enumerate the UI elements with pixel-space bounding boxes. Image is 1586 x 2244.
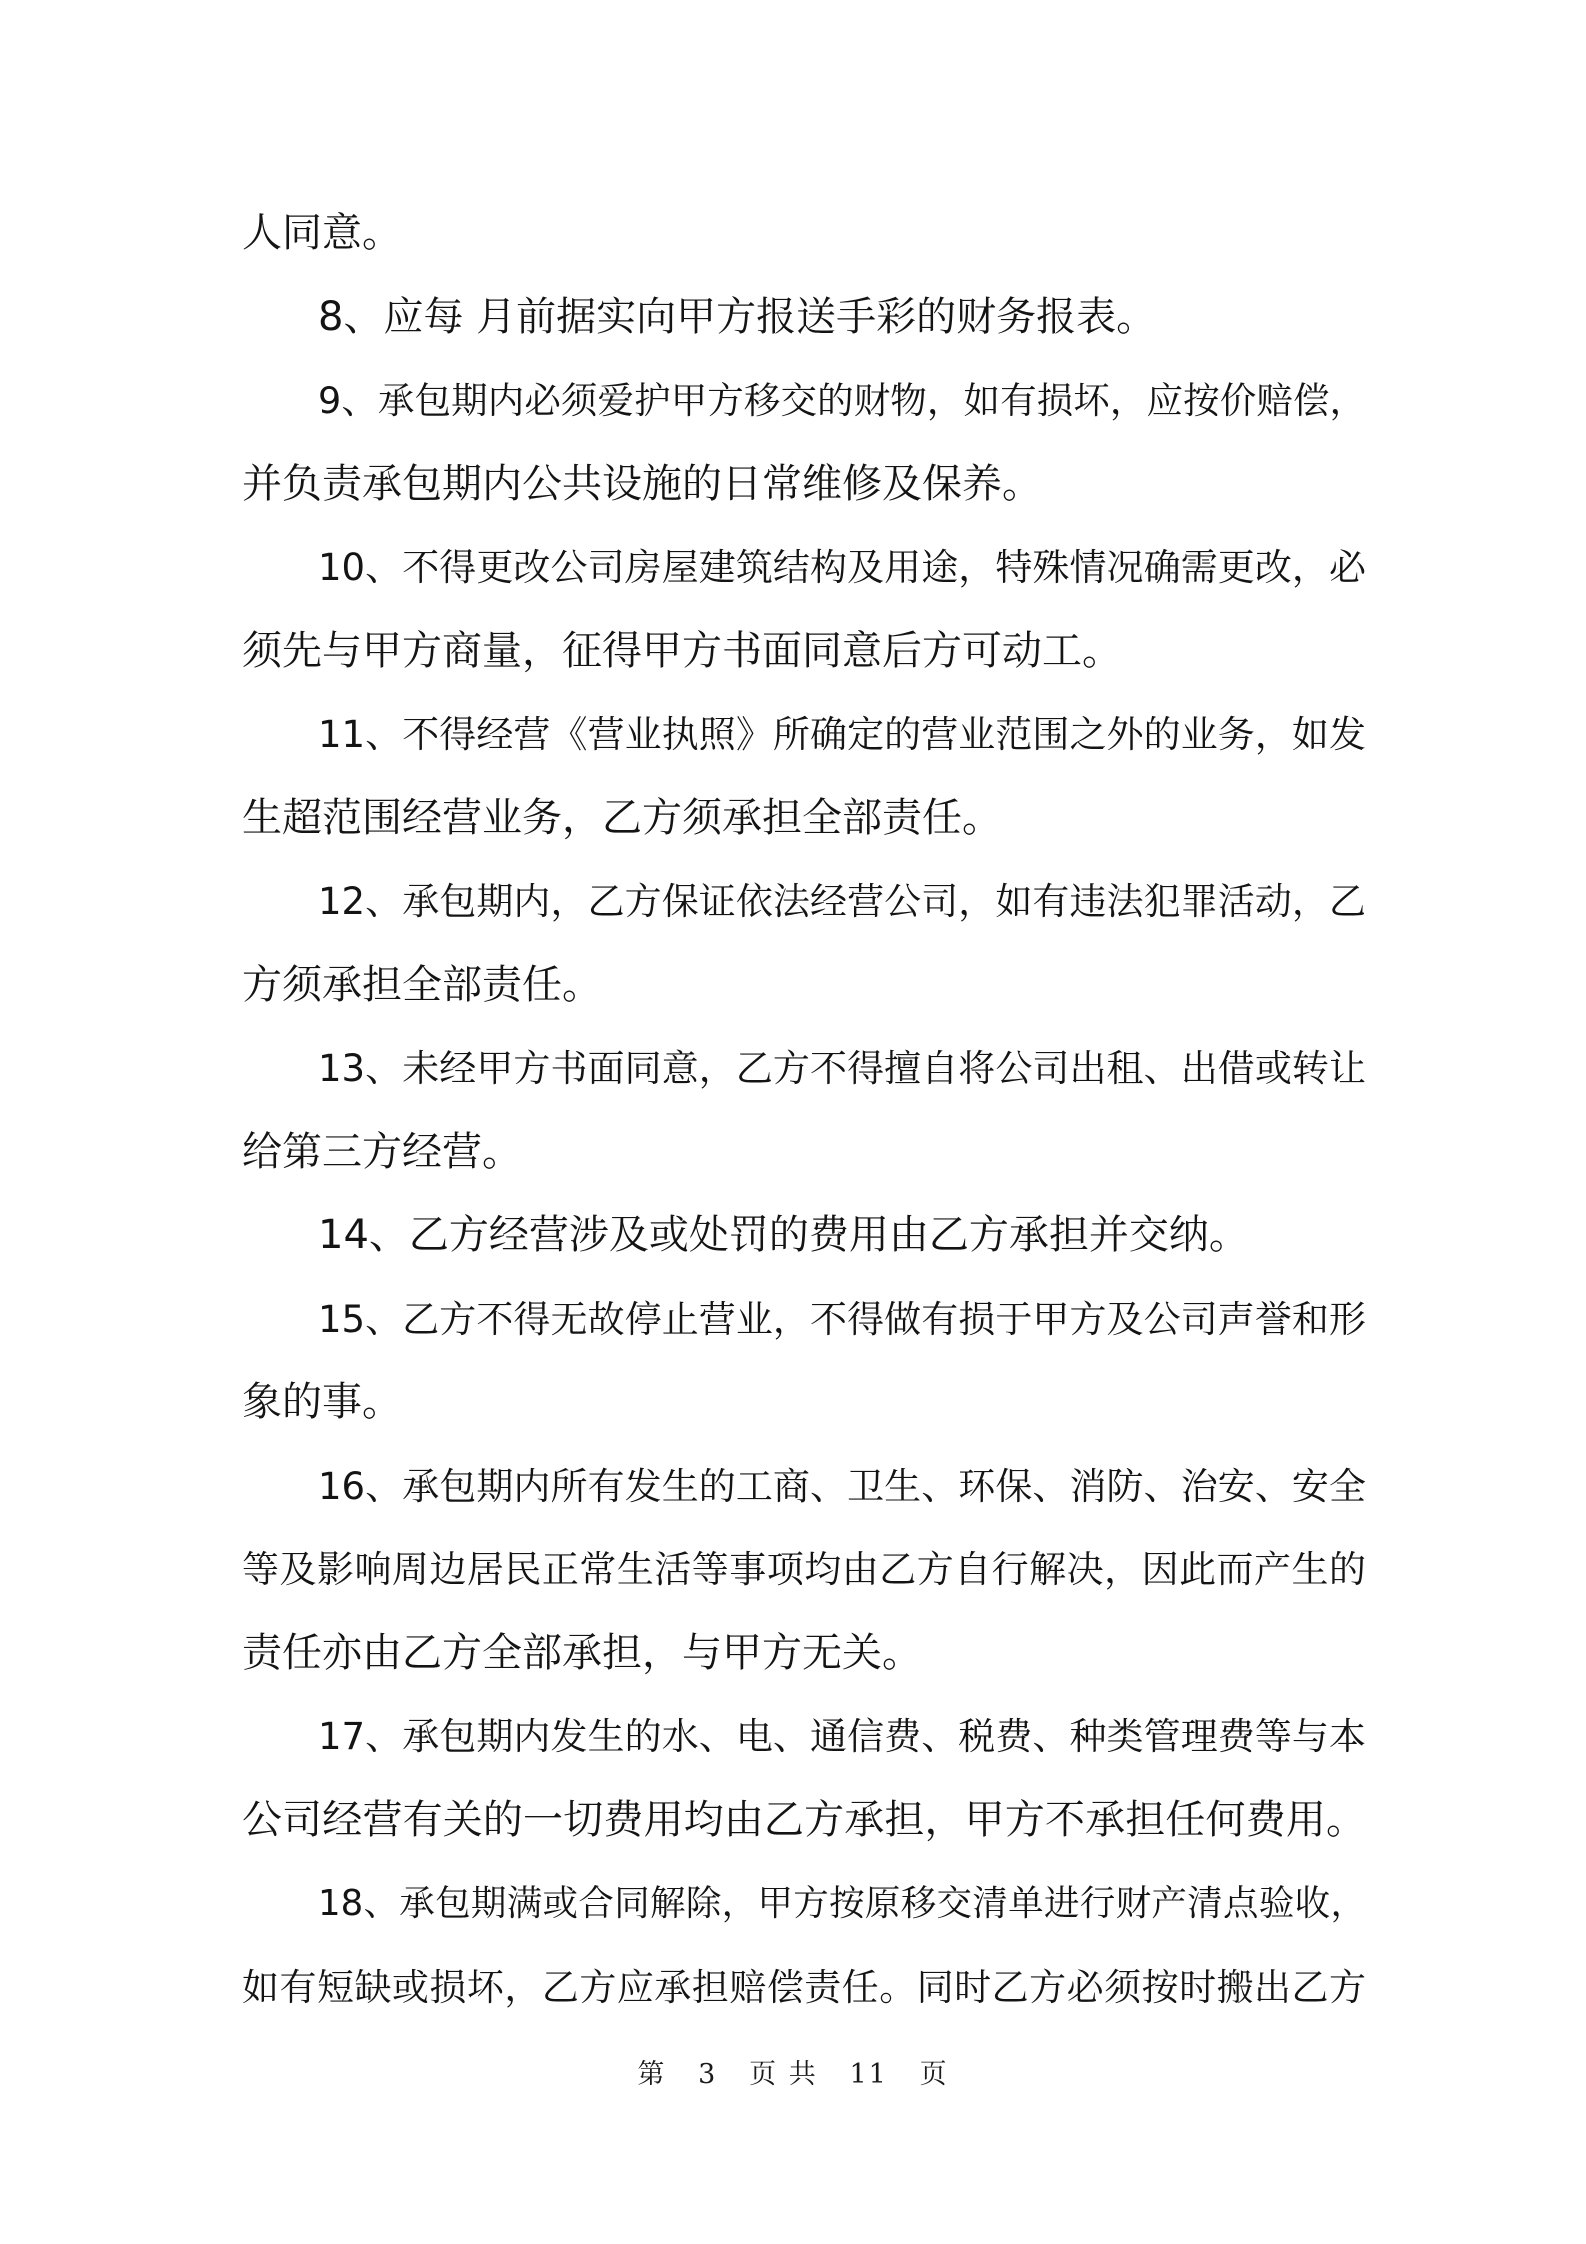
text-line: 如有短缺或损坏，乙方应承担赔偿责任。同时乙方必须按时搬出乙方 (242, 1965, 1366, 2009)
footer-suffix: 页 (919, 2059, 949, 2090)
footer-middle: 页 共 (749, 2059, 818, 2090)
document-body (242, 192, 1366, 2029)
text-line: 责任亦由乙方全部承担，与甲方无关。 (242, 1629, 922, 1676)
text-line: 给第三方经营。 (242, 1128, 522, 1175)
footer-current-page: 3 (698, 2059, 718, 2090)
text-line: 并负责承包期内公共设施的日常维修及保养。 (242, 460, 1042, 507)
text-line: 17、承包期内发生的水、电、通信费、税费、种类管理费等与本 (318, 1715, 1366, 1758)
text-line: 9、承包期内必须爱护甲方移交的财物，如有损坏，应按价赔偿， (318, 379, 1366, 422)
text-line: 人同意。 (242, 210, 402, 256)
footer-prefix: 第 (637, 2059, 667, 2090)
page-footer (0, 2052, 1586, 2091)
text-line: 14、乙方经营涉及或处罚的费用由乙方承担并交纳。 (318, 1212, 1249, 1258)
footer-total-pages: 11 (849, 2059, 888, 2090)
text-line: 象的事。 (242, 1379, 402, 1425)
text-line: 15、乙方不得无故停止营业，不得做有损于甲方及公司声誉和形 (318, 1297, 1366, 1341)
text-line: 等及影响周边居民正常生活等事项均由乙方自行解决，因此而产生的 (242, 1548, 1366, 1591)
text-line: 16、承包期内所有发生的工商、卫生、环保、消防、治安、安全 (318, 1464, 1366, 1508)
text-line: 10、不得更改公司房屋建筑结构及用途，特殊情况确需更改，必 (318, 546, 1366, 589)
text-line: 须先与甲方商量，征得甲方书面同意后方可动工。 (242, 627, 1122, 674)
text-line: 18、承包期满或合同解除，甲方按原移交清单进行财产清点验收， (318, 1883, 1366, 1924)
text-line: 11、不得经营《营业执照》所确定的营业范围之外的业务，如发 (318, 713, 1366, 756)
text-line: 8、应每 月前据实向甲方报送手彩的财务报表。 (318, 293, 1157, 340)
text-line: 生超范围经营业务，乙方须承担全部责任。 (242, 794, 1002, 841)
text-line: 13、未经甲方书面同意，乙方不得擅自将公司出租、出借或转让 (318, 1047, 1366, 1090)
text-line: 公司经营有关的一切费用均由乙方承担，甲方不承担任何费用。 (242, 1796, 1366, 1843)
text-line: 方须承担全部责任。 (242, 961, 602, 1008)
text-line: 12、承包期内，乙方保证依法经营公司，如有违法犯罪活动，乙 (318, 880, 1366, 923)
